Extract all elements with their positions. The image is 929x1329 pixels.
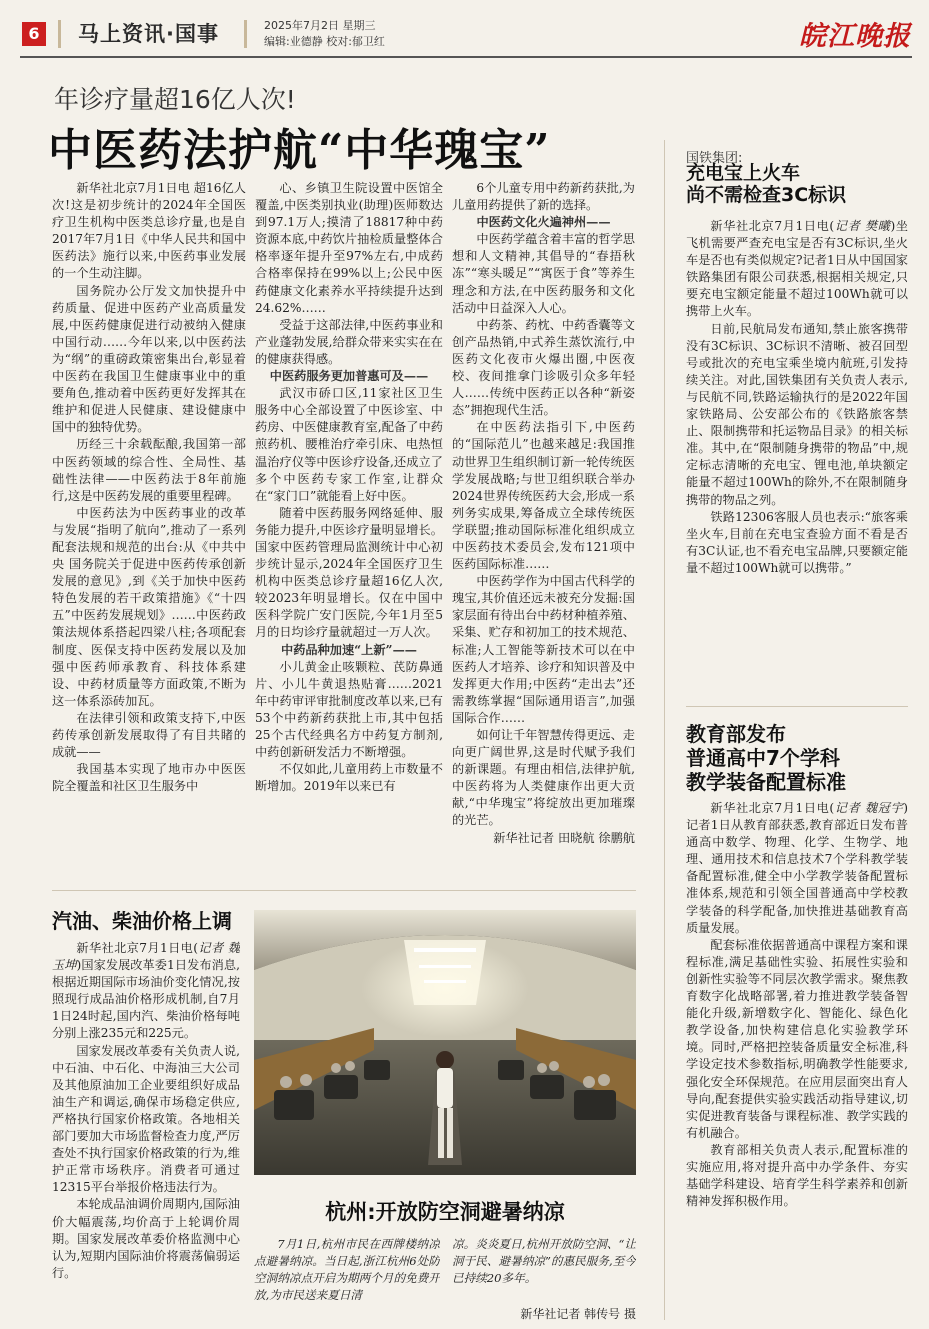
title-line: 充电宝上火车	[686, 162, 801, 184]
paragraph: 我国基本实现了地市办中医医院全覆盖和社区卫生服务中	[52, 762, 246, 794]
main-headline: 中医药法护航“中华瑰宝”	[48, 125, 551, 176]
photo-air-raid-shelter	[254, 910, 636, 1175]
paragraph: 在中医药法指引下,中医药的“国际范儿”也越来越足:我国推动世界卫生组织制订新一轮传统医学发展战略;与世卫组织联合举办2024世界传统医药大会,形成一系列务实成果,筹备成立全球传统医学联盟;推动国际标准化组织成立中医药技术委员会,发布121项中医药国际标准……	[452, 420, 635, 572]
editor-line: 编辑:业德静 校对:郁卫红	[264, 35, 385, 48]
oil-story-title: 汽油、柴油价格上调	[52, 909, 232, 933]
paragraph: 教育部相关负责人表示,配置标准的实施应用,将对提升高中办学条件、夯实基础学科建设、培育学生科学素养和创新精神发挥积极作用。	[686, 1142, 908, 1209]
lead-paragraph	[52, 940, 240, 1043]
main-story-column-1	[52, 180, 246, 852]
header-divider	[58, 20, 61, 48]
column-divider	[664, 140, 665, 1320]
tunnel-photo-illustration	[254, 910, 636, 1175]
lead-prefix: 新华社北京7月1日电(	[710, 801, 835, 815]
paragraph: 配套标准依据普通高中课程方案和课程标准,满足基础性实验、拓展性实验和创新性实验等不同层次教学需求。聚焦教育数字化战略部署,着力推进教学装备智能化升级,新增数字化、智能化、绿色化教学设备,加快构建信息化实验教学环境。同时,严格把控装备质量安全标准,科学设定技术参数指标,明确教学性能要求,强化安全环保规范。在应用层面突出育人导向,配套提供实验实践活动指导建议,切实促进教育装备与课程标准、教学实践的有机融合。	[686, 937, 908, 1140]
edu-story-title	[686, 722, 908, 794]
header-rule	[20, 56, 912, 58]
lead-text: )国家发展改革委1日发布消息,根据近期国际市场油价变化情况,按照现行成品油价格形成机制,自7月1日24时起,国内汽、柴油价格每吨分别上涨235元和225元。	[52, 958, 240, 1041]
title-line: 尚不需检查3C标识	[686, 184, 847, 206]
lead-paragraph	[686, 218, 908, 321]
lead-prefix: 新华社北京7月1日电(	[710, 219, 835, 233]
photo-caption-column-1	[254, 1236, 440, 1308]
story-divider	[52, 890, 636, 891]
title-line: 普通高中7个学科	[686, 746, 840, 770]
photo-caption-column-2	[452, 1236, 636, 1292]
main-story-column-2	[255, 180, 443, 870]
paragraph: 受益于这部法律,中医药事业和产业蓬勃发展,给群众带来实实在在的健康获得感。	[255, 317, 443, 366]
caption-text: 凉。炎炎夏日,杭州开放防空洞、“让洞于民、避暑纳凉”的惠民服务,至今已持续20多年。	[452, 1237, 636, 1285]
caption-text: 7月1日,杭州市民在西牌楼纳凉点避暑纳凉。当日起,浙江杭州6处防空洞纳凉点开启为期两个月的免费开放,为市民送来夏日清	[254, 1237, 440, 1302]
paragraph: 新华社北京7月1日电 超16亿人次!这是初步统计的2024年全国医疗卫生机构中医类总诊疗量,也是自2017年7月1日《中华人民共和国中医药法》施行以来,中医药事业发展的一个生动注脚。	[52, 181, 246, 281]
reporter-name: 记者 魏冠宇	[834, 801, 904, 815]
section-title: 马上资讯·国事	[78, 22, 219, 46]
paragraph: 铁路12306客服人员也表示:“旅客乘坐火车,目前在充电宝查验方面不看是否有3C认证,也不看充电宝品牌,只要额定能量不超过100Wh就可以携带。”	[686, 509, 908, 575]
photo-title: 杭州:开放防空洞避暑纳凉	[325, 1200, 565, 1224]
page-number: 6	[22, 22, 46, 46]
paragraph: 中医药学蕴含着丰富的哲学思想和人文精神,其倡导的“春捂秋冻”“寒头暖足”“寓医于食”等养生理念和方法,在中医药服务和文化活动中日益深入人心。	[452, 232, 635, 315]
paragraph: 心、乡镇卫生院设置中医馆全覆盖,中医类别执业(助理)医师数达到97.1万人;摸清了18817种中药资源本底,中药饮片抽检质量整体合格率逐年提升至97%左右,中成药合格率保持在99%以上;公民中医药健康文化素养水平持续提升达到24.62%……	[255, 181, 443, 315]
paragraph: 中医药法为中医药事业的改革与发展“指明了航向”,推动了一系列配套法规和规范的出台:从《中共中央 国务院关于促进中医药传承创新发展的意见》,到《关于加快中医药特色发展的若干政策措施》《“十四五”中医药发展规划》……中医药政策法规体系搭起四梁八柱;各项配套制度、医保支持中医药发展以及加强中医药师承教育、科技体系建设、中药材质量等方面政策,不断为这一体系添砖加瓦。	[52, 505, 246, 708]
paragraph: 小儿黄金止咳颗粒、芪防鼻通片、小儿牛黄退热贴膏……2021年中药审评审批制度改革以来,已有53个中药新药获批上市,其中包括25个古代经典名方中药复方制剂,中药创新研发活力不断增强。	[255, 659, 443, 760]
rail-story-title	[686, 162, 906, 206]
paragraph: 历经三十余载酝酿,我国第一部中医药领域的综合性、全局性、基础性法律——中医药法于8年前施行,这是中医药发展的重要里程碑。	[52, 437, 246, 503]
paragraph: 在法律引领和政策支持下,中医药传承创新发展取得了有目共睹的成就——	[52, 710, 246, 760]
rail-story-kicker: 国铁集团:	[686, 151, 743, 166]
title-line: 教学装备配置标准	[686, 770, 846, 794]
main-kicker: 年诊疗量超16亿人次!	[54, 85, 296, 114]
subheading: 中医药文化火遍神州——	[476, 215, 611, 230]
main-story-column-3	[452, 180, 635, 870]
story-divider	[686, 706, 908, 707]
paragraph: 6个儿童专用中药新药获批,为儿童用药提供了新的选择。	[452, 181, 635, 213]
reporter-name: 记者 魏玉坤	[52, 941, 240, 973]
lead-prefix: 新华社北京7月1日电(	[76, 941, 199, 955]
paragraph: 不仅如此,儿童用药上市数量不断增加。2019年以来已有	[255, 762, 443, 794]
photo-credit: 新华社记者 韩传号 摄	[520, 1307, 636, 1321]
reporter-name: 记者 樊曦	[834, 219, 891, 233]
paragraph: 中医药学作为中国古代科学的瑰宝,其价值还远未被充分发掘:国家层面有待出台中药材种植养殖、采集、贮存和初加工的技术规范、标准;人工智能等新技术可以在中医药人才培养、诊疗和知识普及中发挥更大作用;中医药“走出去”还需教练掌握“国际通用语言”,加强国际合作……	[452, 574, 635, 725]
lead-paragraph	[686, 800, 908, 937]
paragraph: 中药茶、药枕、中药香囊等文创产品热销,中式养生蒸饮流行,中医药文化夜市火爆出圈,中医夜校、夜间推拿门诊吸引众多年轻人……传统中医药正以各种“新姿态”拥抱现代生活。	[452, 317, 635, 418]
paragraph: 日前,民航局发布通知,禁止旅客携带没有3C标识、3C标识不清晰、被召回型号或批次的充电宝乘坐境内航班,引发持续关注。对此,国铁集团有关负责人表示,与民航不同,铁路运输执行的是2022年国家铁路局、公安部公布的《铁路旅客禁止、限制携带和托运物品目录》的相关标准。其中,在“限制随身携带的物品”中,规定标志清晰的充电宝、锂电池,单块额定能量不超过100Wh的除外,不在限制随身携带的物品之列。	[686, 321, 908, 507]
newspaper-logo: 皖江晚报	[799, 21, 911, 52]
title-line: 教育部发布	[686, 722, 786, 746]
paragraph: 本轮成品油调价周期内,国际油价大幅震荡,均价高于上轮调价周期。国家发展改革委价格监测中心认为,短期内国际油价将震荡偏弱运行。	[52, 1197, 240, 1280]
paragraph: 如何让千年智慧传得更远、走向更广阔世界,这是时代赋予我们的新课题。有理由相信,法律护航,中医药将为人类健康作出更大贡献,“中华瑰宝”将绽放出更加璀璨的光芒。	[452, 728, 635, 828]
header-divider	[244, 20, 247, 48]
lead-text: )记者1日从教育部获悉,教育部近日发布普通高中数学、物理、化学、生物学、地理、通用技术和信息技术7个学科教学装备配置标准,健全中小学教学装备配置标准体系,规范和引领全国普通高中学校教学装备的科学配备,加快推进基础教育高质量发展。	[686, 801, 908, 935]
paragraph: 国家发展改革委有关负责人说,中石油、中石化、中海油三大公司及其他原油加工企业要组织好成品油生产和调运,确保市场稳定供应,严格执行国家价格政策。各地相关部门要加大市场监督检查力度,严厉查处不执行国家价格政策的行为,维护正常市场秩序。消费者可通过12315平台举报价格违法行为。	[52, 1043, 240, 1195]
subheading: 中医药服务更加普惠可及——	[269, 369, 429, 384]
lead-text: )坐飞机需要严查充电宝是否有3C标识,坐火车是否也有类似规定?记者1日从中国国家铁路集团有限公司获悉,根据相关规定,只要充电宝额定能量不超过100Wh就可以携带上火车。	[686, 219, 908, 319]
paragraph: 国务院办公厅发文加快提升中药质量、促进中医药产业高质量发展,中医药健康促进行动被纳入健康中国行动……今年以来,以中医药法为“纲”的重磅政策密集出台,彰显着中医药在我国卫生健康事业中的重要角色,推动着中医药更好发挥其在维护和促进人民健康、建设健康中国中的独特优势。	[52, 283, 246, 435]
oil-story-body	[52, 940, 240, 1325]
paragraph: 武汉市硚口区,11家社区卫生服务中心全部设置了中医诊室、中药房、中医健康教育室,配备了中药煎药机、腰椎治疗牵引床、电热恒温治疗仪等中医诊疗设备,还成立了多个中医药专家工作室,让群众在“家门口”就能看上好中医。	[255, 386, 443, 503]
rail-story-body	[686, 218, 908, 688]
byline: 新华社记者 田晓航 徐鹏航	[493, 830, 635, 845]
paragraph: 随着中医药服务网络延伸、服务能力提升,中医诊疗量明显增长。国家中医药管理局监测统计中心初步统计显示,2024年全国医疗卫生机构中医类总诊疗量超16亿人次,较2023年明显增长。仅在中国中医科学院广安门医院,今年1月至5月的日均诊疗量就超过一万人次。	[255, 505, 443, 640]
subheading: 中药品种加速“上新”——	[281, 642, 417, 657]
date-line: 2025年7月2日 星期三	[264, 19, 376, 32]
edu-story-body	[686, 800, 908, 1322]
